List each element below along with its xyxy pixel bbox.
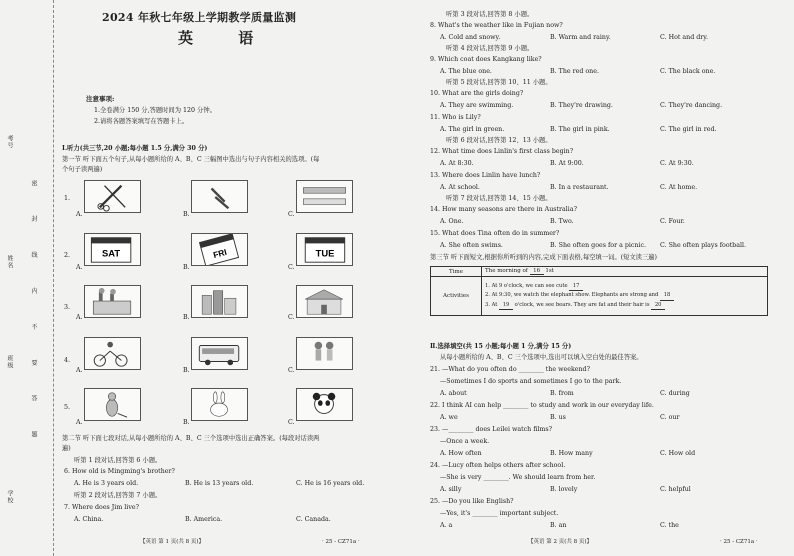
option-b: B. from (550, 390, 574, 397)
part1-title: Ⅰ.听力(共三节,20 小题;每小题 1.5 分,满分 30 分) (62, 145, 208, 152)
seal-line (53, 0, 54, 556)
dialogue-note: 听第 3 段对话,回答第 8 小题。 (446, 11, 534, 18)
day-label: FRI (212, 246, 228, 261)
question-text: 15. What does Tina often do in summer? (430, 230, 560, 237)
xuexiao-label: 学校 (6, 490, 13, 504)
section-instruction: 第二节 听下面七段对话,从每小题所给的 A、B、C 三个选项中选出正确答案。(每段对话读两 (62, 435, 320, 442)
answer-blank: 18 (660, 291, 674, 300)
option-c: C. They're dancing. (660, 102, 723, 109)
option-a: A. a (440, 522, 453, 529)
cell-text: The morning of (485, 268, 528, 274)
option-c: C. At 9:30. (660, 160, 694, 167)
option-c: C. the (660, 522, 679, 529)
dialogue-note: 听第 2 段对话,回答第 7 小题。 (74, 492, 162, 499)
answer-blank: 17 (569, 282, 583, 291)
option-b: B. The girl in pink. (550, 126, 610, 133)
rabbit-image (191, 388, 248, 421)
question-text: 11. Who is Lily? (430, 114, 481, 121)
option-letter: A. (76, 264, 83, 271)
option-a: A. The girl in green. (440, 126, 505, 133)
page-code: · 25 - CZ71a · (322, 539, 360, 545)
part2-title: Ⅱ.选择填空(共 15 小题;每小题 1 分,满分 15 分) (430, 343, 572, 350)
day-label: TUE (315, 247, 335, 259)
option-c: C. Four. (660, 218, 685, 225)
option-letter: C. (288, 264, 295, 271)
city-image (191, 285, 248, 318)
dialogue-note: 听第 4 段对话,回答第 9 小题。 (446, 45, 534, 52)
question-text: —Sometimes I do sports and sometimes I go to the park. (440, 378, 622, 385)
option-b: B. us (550, 414, 566, 421)
option-b: B. Warm and rainy. (550, 34, 611, 41)
option-a: A. we (440, 414, 458, 421)
option-letter: A. (76, 211, 83, 218)
question-text: 10. What are the girls doing? (430, 90, 524, 97)
scissors-pencil-image (84, 180, 141, 213)
xingming-label: 姓名 (6, 255, 13, 269)
dialogue-note: 听第 7 段对话,回答第 14、15 小题。 (446, 195, 552, 202)
answer-blank: 20 (651, 301, 665, 310)
option-a: A. silly (440, 486, 462, 493)
question-text: 22. I think AI can help ________ to study and work in our everyday life. (430, 402, 654, 409)
option-a: A. At school. (440, 184, 480, 191)
question-text: 14. How many seasons are there in Australia? (430, 206, 577, 213)
option-c: C. She often plays football. (660, 242, 746, 249)
option-b: B. How many (550, 450, 593, 457)
option-c: C. The black one. (660, 68, 716, 75)
option-b: B. She often goes for a picnic. (550, 242, 647, 249)
seal-text: 密 封 线 内 不 要 答 题 (30, 180, 37, 452)
option-b: B. In a restaurant. (550, 184, 609, 191)
question-number: 1. (64, 195, 71, 202)
option-a: A. He is 3 years old. (74, 480, 139, 487)
option-c: C. during (660, 390, 690, 397)
question-text: 25. —Do you like English? (430, 498, 514, 505)
cell-text: 3. At (485, 301, 498, 308)
option-b: B. He is 13 years old. (185, 480, 254, 487)
option-b: B. America. (185, 516, 223, 523)
option-b: B. The red one. (550, 68, 599, 75)
option-b: B. an (550, 522, 567, 529)
option-a: A. The blue one. (440, 68, 492, 75)
question-number: 2. (64, 252, 71, 259)
table-cell: Time (431, 267, 482, 277)
listening-table (430, 266, 768, 316)
option-c: C. He is 16 years old. (296, 480, 365, 487)
school-building-image (296, 285, 353, 318)
question-text: 9. Which coat does Kangkang like? (430, 56, 542, 63)
option-c: C. The girl in red. (660, 126, 717, 133)
section-instruction: 第一节 听下面五个句子,从每小题所给的 A、B、C 三幅图中选出与句子内容相关的选项。(每 (62, 156, 320, 163)
question-text: —Yes, it's ________ important subject. (440, 510, 559, 517)
page-footer: 【英语 第 1 页(共 8 页)】 (140, 539, 205, 545)
question-text: 13. Where does Linlin have lunch? (430, 172, 541, 179)
question-text: —Once a week. (440, 438, 490, 445)
option-a: A. about (440, 390, 467, 397)
option-letter: B. (183, 264, 190, 271)
option-a: A. China. (74, 516, 104, 523)
option-c: C. our (660, 414, 680, 421)
question-text: 21. —What do you often do ________ the weekend? (430, 366, 590, 373)
option-letter: B. (183, 211, 190, 218)
table-cell (482, 267, 768, 277)
kangaroo-image (84, 388, 141, 421)
option-letter: C. (288, 367, 295, 374)
question-text: 7. Where does Jim live? (64, 504, 139, 511)
option-a: A. At 8:30. (440, 160, 474, 167)
option-c: C. helpful (660, 486, 691, 493)
question-number: 5. (64, 404, 71, 411)
option-b: B. Two. (550, 218, 574, 225)
answer-blank: 16 (530, 268, 544, 275)
option-letter: A. (76, 367, 83, 374)
notice-item: 1.全卷满分 150 分,答题时间为 120 分钟。 (94, 107, 216, 114)
table-cell (482, 277, 768, 316)
option-letter: C. (288, 419, 295, 426)
question-number: 4. (64, 357, 71, 364)
question-text: 24. —Lucy often helps others after school. (430, 462, 566, 469)
option-b: B. At 9:00. (550, 160, 584, 167)
dialogue-note: 听第 5 段对话,回答第 10、11 小题。 (446, 79, 552, 86)
question-text: 12. What time does Linlin's first class begin? (430, 148, 574, 155)
pens-image (191, 180, 248, 213)
option-a: A. She often swims. (440, 242, 503, 249)
exam-title: 2024 年秋七年级上学期教学质量监测 (102, 11, 297, 24)
cell-text: 1st (545, 268, 554, 274)
cell-text: o'clock, we see bears. They are fat and their hair is (514, 301, 650, 308)
option-a: A. One. (440, 218, 464, 225)
option-a: A. They are swimming. (440, 102, 514, 109)
option-c: C. Canada. (296, 516, 331, 523)
question-text: 8. What's the weather like in Fujian now? (430, 22, 563, 29)
notice-item: 2.请将各题答案填写在答题卡上。 (94, 118, 189, 125)
option-letter: A. (76, 419, 83, 426)
section-instruction: 遍) (62, 445, 71, 452)
table-cell: Activities (431, 277, 482, 316)
option-a: A. Cold and snowy. (440, 34, 501, 41)
day-label: SAT (102, 247, 121, 259)
right-page (400, 0, 794, 556)
question-text: 23. —________ does Leilei watch films? (430, 426, 553, 433)
cell-text: 2. At 9:30, we watch the elephant show. Elephants are strong and (485, 292, 659, 299)
section-instruction: 个句子读两遍) (62, 166, 103, 173)
option-letter: B. (183, 367, 190, 374)
option-letter: B. (183, 419, 190, 426)
question-text: 6. How old is Mingming's brother? (64, 468, 175, 475)
calendar-sat-image (84, 233, 141, 266)
option-b: B. They're drawing. (550, 102, 613, 109)
calendar-tue-image (296, 233, 353, 266)
option-a: A. How often (440, 450, 482, 457)
option-c: C. Hot and dry. (660, 34, 709, 41)
option-letter: B. (183, 314, 190, 321)
page-code: · 25 - CZ71a · (720, 539, 758, 545)
cell-text: 1. At 9 o'clock, we can see cute (485, 283, 568, 290)
answer-blank: 19 (499, 301, 513, 310)
notice-title: 注意事项: (86, 95, 115, 103)
banji-label: 班级 (6, 355, 13, 369)
cycling-image (84, 337, 141, 370)
option-letter: C. (288, 211, 295, 218)
option-b: B. lovely (550, 486, 578, 493)
question-text: —She is very ________. We should learn from her. (440, 474, 596, 481)
dialogue-note: 听第 1 段对话,回答第 6 小题。 (74, 457, 162, 464)
option-c: C. At home. (660, 184, 698, 191)
option-letter: C. (288, 314, 295, 321)
kids-walking-image (296, 337, 353, 370)
option-c: C. How old (660, 450, 696, 457)
factory-image (84, 285, 141, 318)
section-instruction: 从每小题所给的 A、B、C 三个选项中,选出可以填入空白处的最佳答案。 (440, 354, 643, 361)
section-instruction: 第三节 听下面短文,根据你所听到的内容,完成下面表格,每空填一词。(短文读三遍) (430, 254, 658, 261)
subject-title: 英 语 (178, 29, 274, 47)
page-footer: 【英语 第 2 页(共 8 页)】 (528, 539, 593, 545)
calendar-fri-image (191, 233, 248, 266)
kaohao-label: 考号 (6, 135, 13, 149)
option-letter: A. (76, 314, 83, 321)
question-number: 3. (64, 304, 71, 311)
table-row (431, 267, 768, 277)
table-row (431, 277, 768, 316)
dialogue-note: 听第 6 段对话,回答第 12、13 小题。 (446, 137, 552, 144)
bus-image (191, 337, 248, 370)
panda-image (296, 388, 353, 421)
rulers-image (296, 180, 353, 213)
